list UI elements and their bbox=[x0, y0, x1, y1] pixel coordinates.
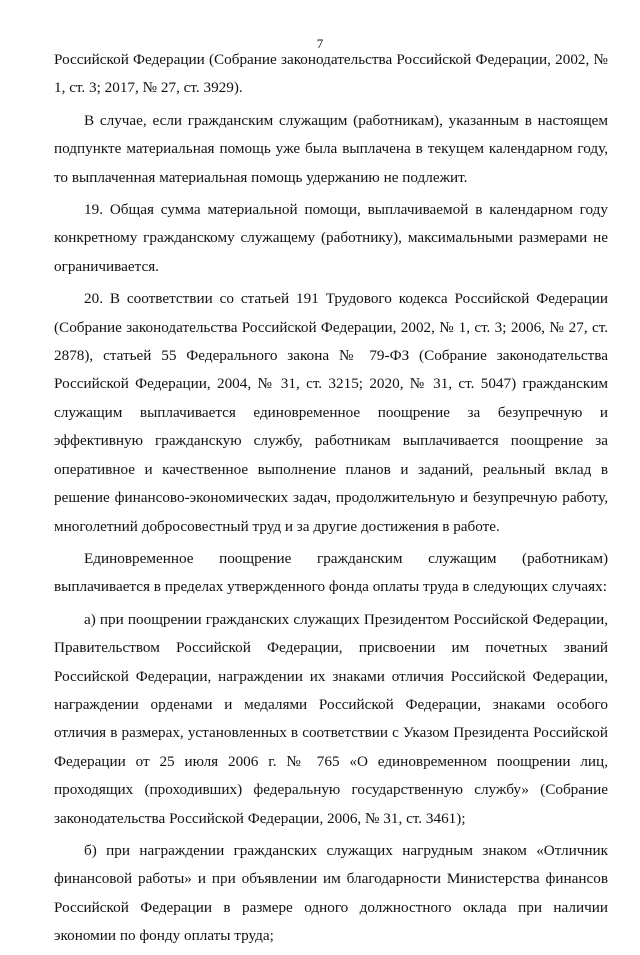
paragraph-subitem-a: а) при поощрении гражданских служащих Президентом Российской Федерации, Правительством Российской Федерации, присвоении им почетных званий Российской Федерации, награждении их знаками отличия Российской Федерации, награждении орденами и медалями Российской Федерации, знаками особого отличия в размерах, установленных в соответствии с Указом Президента Российской Федерации от 25 июля 2006 г. № 765 «О единовременном поощрении лиц, проходящих (проходивших) федеральную государственную службу» (Собрание законодательства Российской Федерации, 2006, № 31, ст. 3461); bbox=[54, 610, 608, 827]
paragraph-subitem-b: б) при награждении гражданских служащих нагрудным знаком «Отличник финансовой работы» и при объявлении им благодарности Министерства финансов Российской Федерации в размере одного должностного оклада при наличии экономии по фонду оплаты труда; bbox=[54, 841, 608, 945]
page-number: 7 bbox=[316, 36, 324, 51]
paragraph-repayment-note: В случае, если гражданским служащим (работникам), указанным в настоящем подпункте материальная помощь уже была выплачена в текущем календарном году, то выплаченная материальная помощь удержанию не подлежит. bbox=[54, 111, 608, 186]
paragraph-item-19: 19. Общая сумма материальной помощи, выплачиваемой в календарном году конкретному гражданскому служащему (работнику), максимальными размерами не ограничивается. bbox=[54, 201, 608, 275]
document-body bbox=[54, 46, 608, 955]
paragraph-continuation: Российской Федерации (Собрание законодательства Российской Федерации, 2002, № 1, ст. 3; 2017, № 27, ст. 3929). bbox=[54, 51, 608, 97]
paragraph-bonus-conditions: Единовременное поощрение гражданским служащим (работникам) выплачивается в пределах утвержденного фонда оплаты труда в следующих случаях: bbox=[54, 549, 608, 596]
paragraph-item-20: 20. В соответствии со статьей 191 Трудового кодекса Российской Федерации (Собрание законодательства Российской Федерации, 2002, № 1, ст. 3; 2006, № 27, ст. 2878), статьей 55 Федерального закона № 79-ФЗ (Собрание законодательства Российской Федерации, 2004, № 31, ст. 3215; 2020, № 31, ст. 5047) гражданским служащим выплачивается единовременное поощрение за безупречную и эффективную гражданскую службу, работникам выплачивается поощрение за оперативное и качественное выполнение планов и заданий, реальный вклад в решение финансово-экономических задач, продолжительную и безупречную работу, многолетний добросовестный труд и за другие достижения в работе. bbox=[54, 290, 608, 535]
